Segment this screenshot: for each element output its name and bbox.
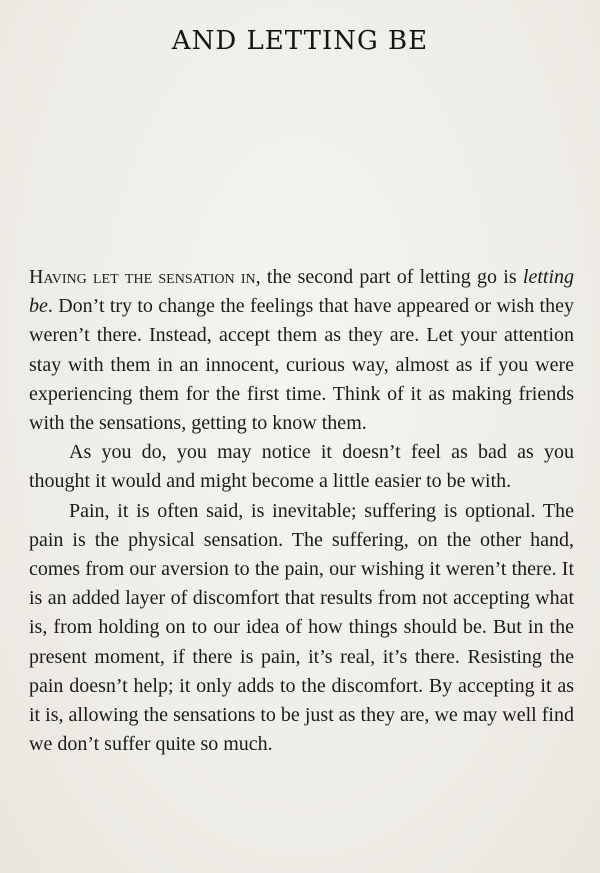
paragraph-1-text-a: the second part of letting go is bbox=[260, 266, 523, 288]
paragraph-1-text-b: . Don’t try to change the feelings that have appeared or wish they weren’t there. Instead, accept them as they are. Let your attention stay with them in an innocent, curious way, almost as if you were experiencing them for the first time. Think of it as making friends with the sensations, getting to know them. bbox=[29, 295, 574, 435]
emphasis-letting-be: letting be bbox=[29, 266, 574, 318]
body-text bbox=[29, 263, 574, 759]
paragraph-lead-in: Having let the sensation in, bbox=[29, 266, 261, 288]
section-heading: AND LETTING BE bbox=[171, 26, 429, 56]
paragraph-3: Pain, it is often said, is inevitable; suffering is optional. The pain is the physical sensation. The suffering, on the other hand, comes from our aversion to the pain, our wishing it weren’t there. It is an added layer of discomfort that results from not accepting what is, from holding on to our idea of how things should be. But in the present moment, if there is pain, it’s real, it’s there. Resisting the pain doesn’t help; it only adds to the discomfort. By accepting it as it is, allowing the sensations to be just as they are, we may well find we don’t suffer quite so much. bbox=[29, 499, 574, 756]
paragraph-1 bbox=[29, 263, 574, 438]
paragraph-2: As you do, you may notice it doesn’t feel as bad as you thought it would and might become a little easier to be with. bbox=[29, 441, 574, 493]
